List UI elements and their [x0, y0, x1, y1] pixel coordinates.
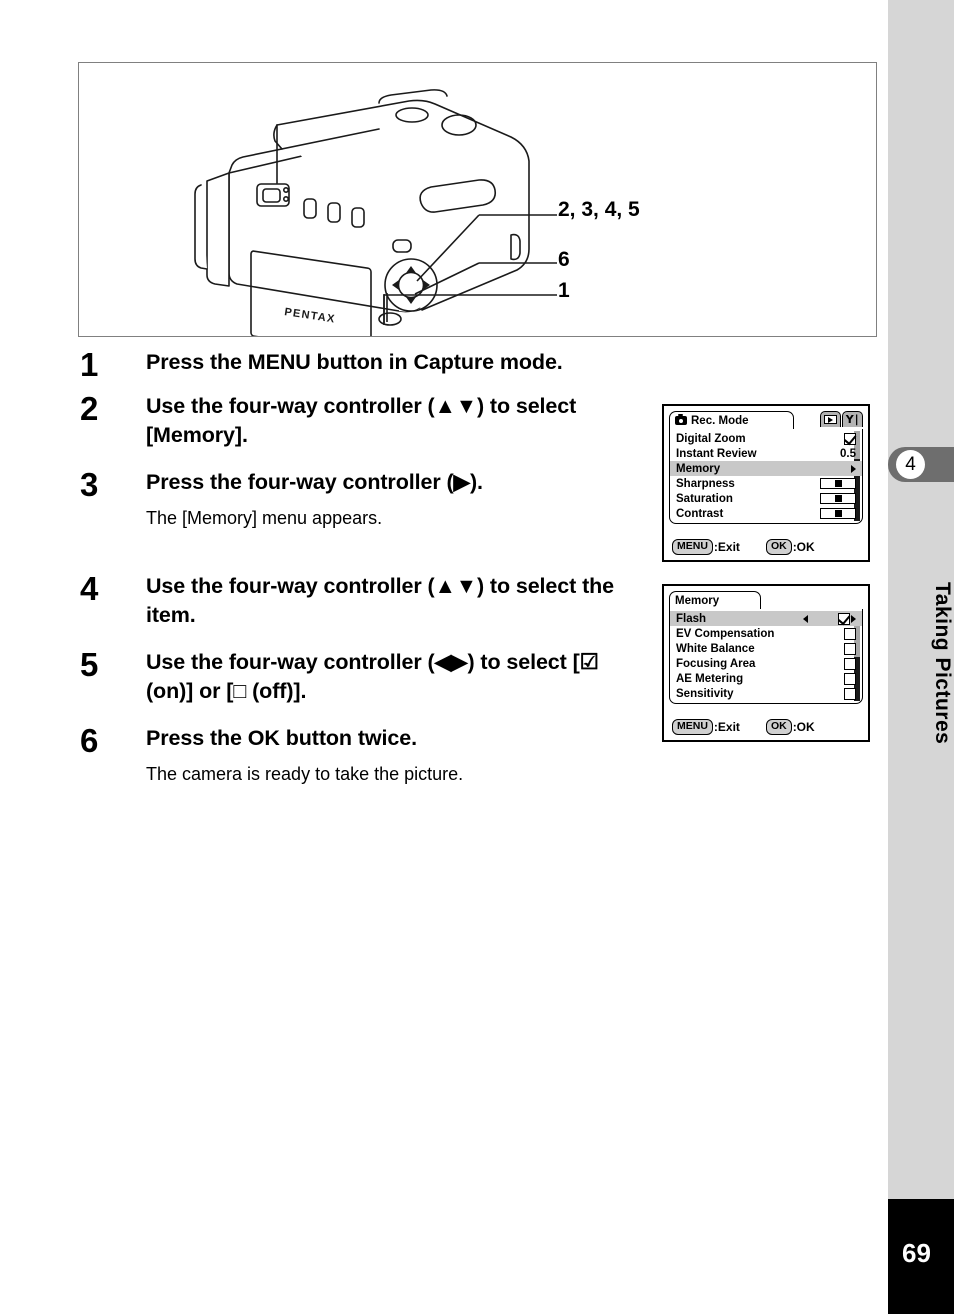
- memory-footer: [664, 714, 868, 740]
- row-sensitivity-label: Sensitivity: [676, 687, 734, 700]
- row-ev-compensation[interactable]: [670, 626, 862, 641]
- contrast-slider[interactable]: [820, 508, 856, 519]
- digital-zoom-checkbox[interactable]: [844, 433, 856, 445]
- step-4-number: 4: [80, 570, 99, 607]
- row-flash[interactable]: [670, 611, 862, 626]
- playback-icon: [824, 415, 837, 424]
- step-3-title: Press the four-way controller (▶).: [146, 470, 483, 494]
- step-5-number: 5: [80, 646, 99, 683]
- chevron-right-icon[interactable]: [851, 615, 856, 623]
- row-saturation[interactable]: [670, 491, 862, 506]
- row-focusing-area-label: Focusing Area: [676, 657, 756, 670]
- chapter-number-badge: 4: [896, 450, 925, 479]
- row-saturation-label: Saturation: [676, 492, 733, 505]
- instant-review-value: 0.5: [840, 447, 856, 460]
- row-ev-compensation-label: EV Compensation: [676, 627, 775, 640]
- row-ae-metering[interactable]: [670, 671, 862, 686]
- step-4: [80, 572, 650, 630]
- sensitivity-checkbox[interactable]: [844, 688, 856, 700]
- row-focusing-area[interactable]: [670, 656, 862, 671]
- row-white-balance-label: White Balance: [676, 642, 755, 655]
- saturation-slider[interactable]: [820, 493, 856, 504]
- step-2-title: Use the four-way controller (▲▼) to select [Memory].: [146, 394, 577, 448]
- row-flash-label: Flash: [676, 612, 707, 625]
- camera-brand-label: PENTAX: [283, 306, 337, 326]
- row-digital-zoom-label: Digital Zoom: [676, 432, 746, 445]
- row-ae-metering-label: AE Metering: [676, 672, 744, 685]
- row-contrast[interactable]: [670, 506, 862, 521]
- step-3-number: 3: [80, 466, 99, 503]
- step-2-number: 2: [80, 390, 99, 427]
- tab-setup[interactable]: [842, 411, 863, 427]
- menu-action-label: :Exit: [713, 540, 740, 554]
- rec-mode-list: [669, 429, 863, 524]
- chapter-title: Taking Pictures: [931, 581, 954, 745]
- row-sharpness[interactable]: [670, 476, 862, 491]
- chevron-left-icon[interactable]: [803, 615, 808, 623]
- rec-mode-tabbar: [669, 411, 863, 429]
- memory-tabbar: [669, 591, 863, 609]
- menu-action-label: :Exit: [713, 720, 740, 734]
- step-6-number: 6: [80, 722, 99, 759]
- menu-button-badge[interactable]: MENU: [672, 719, 713, 735]
- tab-memory[interactable]: [669, 591, 761, 609]
- row-memory-label: Memory: [676, 462, 721, 475]
- flash-checkbox[interactable]: [838, 613, 850, 625]
- focusing-area-checkbox[interactable]: [844, 658, 856, 670]
- step-6: [80, 724, 650, 786]
- row-contrast-label: Contrast: [676, 507, 724, 520]
- ev-compensation-checkbox[interactable]: [844, 628, 856, 640]
- tab-memory-label: Memory: [675, 594, 720, 607]
- step-5: [80, 648, 650, 706]
- setup-tool-icon: Y∣: [845, 413, 860, 426]
- step-1-number: 1: [80, 346, 99, 383]
- rec-mode-footer: [664, 534, 868, 560]
- step-5-title: Use the four-way controller (◀▶) to select [☑ (on)] or [□ (off)].: [146, 650, 599, 704]
- white-balance-checkbox[interactable]: [844, 643, 856, 655]
- sharpness-slider[interactable]: [820, 478, 856, 489]
- step-4-title: Use the four-way controller (▲▼) to select the item.: [146, 574, 615, 628]
- ok-action-label: :OK: [792, 720, 815, 734]
- row-instant-review-label: Instant Review: [676, 447, 757, 460]
- tab-playback[interactable]: [820, 411, 841, 427]
- callout-label-1: 1: [558, 279, 570, 302]
- row-white-balance[interactable]: [670, 641, 862, 656]
- chevron-right-icon: [851, 465, 856, 473]
- lcd-screen-memory: [662, 584, 870, 742]
- row-digital-zoom[interactable]: [670, 431, 862, 446]
- tab-rec-mode[interactable]: [669, 411, 794, 429]
- illustration-frame: [78, 62, 877, 337]
- step-6-title: Press the OK button twice.: [146, 726, 417, 750]
- step-2: [80, 392, 650, 450]
- memory-list: [669, 609, 863, 704]
- step-6-description: The camera is ready to take the picture.: [146, 764, 464, 785]
- page-number: 69: [902, 1238, 931, 1268]
- row-sharpness-label: Sharpness: [676, 477, 735, 490]
- row-sensitivity[interactable]: [670, 686, 862, 701]
- callout-label-2345: 2, 3, 4, 5: [558, 198, 640, 221]
- ok-action-label: :OK: [792, 540, 815, 554]
- step-1-title: Press the MENU button in Capture mode.: [146, 350, 563, 374]
- ok-button-badge[interactable]: OK: [766, 719, 792, 735]
- ae-metering-checkbox[interactable]: [844, 673, 856, 685]
- tab-rec-mode-label: Rec. Mode: [691, 414, 749, 427]
- step-3-description: The [Memory] menu appears.: [146, 508, 383, 529]
- ok-button-badge[interactable]: OK: [766, 539, 792, 555]
- menu-button-badge[interactable]: MENU: [672, 539, 713, 555]
- callout-label-6: 6: [558, 248, 570, 271]
- step-1: [80, 346, 650, 383]
- lcd-screen-rec-mode: [662, 404, 870, 562]
- camera-illustration: [79, 63, 876, 336]
- step-3: [80, 468, 650, 530]
- row-instant-review[interactable]: [670, 446, 862, 461]
- row-memory[interactable]: [670, 461, 862, 476]
- camera-icon: [675, 416, 687, 425]
